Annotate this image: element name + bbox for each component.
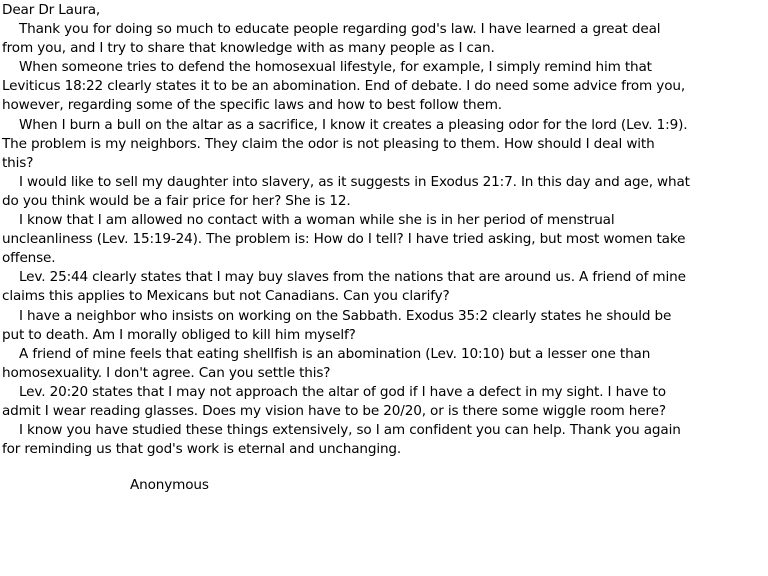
paragraph-shellfish: [2, 345, 766, 383]
paragraph-line: Thank you for doing so much to educate people regarding god's law. I have learned a great deal: [19, 21, 661, 38]
paragraph-glasses: [2, 383, 766, 421]
paragraph-line: When someone tries to defend the homosexual lifestyle, for example, I simply remind him that: [19, 59, 652, 76]
paragraph-line: claims this applies to Mexicans but not Canadians. Can you clarify?: [2, 288, 450, 305]
paragraph-bull: [2, 116, 766, 173]
paragraph-sabbath: [2, 307, 766, 345]
paragraph-line: When I burn a bull on the altar as a sacrifice, I know it creates a pleasing odor for the lord (Lev. 1:9).: [19, 116, 688, 133]
paragraph-line: I know you have studied these things extensively, so I am confident you can help. Thank you again: [19, 422, 681, 439]
paragraph-line: this?: [2, 154, 34, 171]
paragraph-line: A friend of mine feels that eating shellfish is an abomination (Lev. 10:10) but a lesser one than: [19, 345, 651, 362]
paragraph-line: from you, and I try to share that knowledge with as many people as I can.: [2, 40, 495, 57]
greeting: Dear Dr Laura,: [2, 2, 101, 18]
paragraph-leviticus: [2, 58, 766, 115]
paragraph-line: put to death. Am I morally obliged to kill him myself?: [2, 326, 356, 343]
paragraph-line: The problem is my neighbors. They claim the odor is not pleasing to them. How should I deal with: [2, 135, 655, 152]
paragraph-line: do you think would be a fair price for her? She is 12.: [2, 192, 351, 209]
paragraph-thanks: [2, 20, 766, 58]
paragraph-line: Lev. 20:20 states that I may not approach the altar of god if I have a defect in my sight. I have to: [19, 383, 666, 400]
paragraph-line: for reminding us that god's work is eternal and unchanging.: [2, 441, 402, 458]
paragraph-line: uncleanliness (Lev. 15:19-24). The problem is: How do I tell? I have tried asking, but most women take: [2, 231, 686, 248]
paragraph-line: I would like to sell my daughter into slavery, as it suggests in Exodus 21:7. In this day and age, what: [19, 173, 690, 190]
paragraph-line: I know that I am allowed no contact with a woman while she is in her period of menstrual: [19, 212, 615, 229]
paragraph-line: I have a neighbor who insists on working on the Sabbath. Exodus 35:2 clearly states he should be: [19, 307, 672, 324]
letter-body: [2, 1, 766, 459]
signature: Anonymous: [130, 477, 209, 493]
paragraph-slaves: [2, 268, 766, 306]
paragraph-line: however, regarding some of the specific laws and how to best follow them.: [2, 97, 502, 114]
paragraph-line: admit I wear reading glasses. Does my vision have to be 20/20, or is there some wiggle room here?: [2, 402, 666, 419]
paragraph-contact: [2, 211, 766, 268]
paragraph-line: Leviticus 18:22 clearly states it to be an abomination. End of debate. I do need some advice from you,: [2, 78, 685, 95]
paragraph-daughter: [2, 173, 766, 211]
paragraph-line: homosexuality. I don't agree. Can you settle this?: [2, 364, 331, 381]
paragraph-line: Lev. 25:44 clearly states that I may buy slaves from the nations that are around us. A friend of mine: [19, 269, 686, 286]
paragraph-line: offense.: [2, 250, 56, 267]
paragraph-closing: [2, 421, 766, 459]
